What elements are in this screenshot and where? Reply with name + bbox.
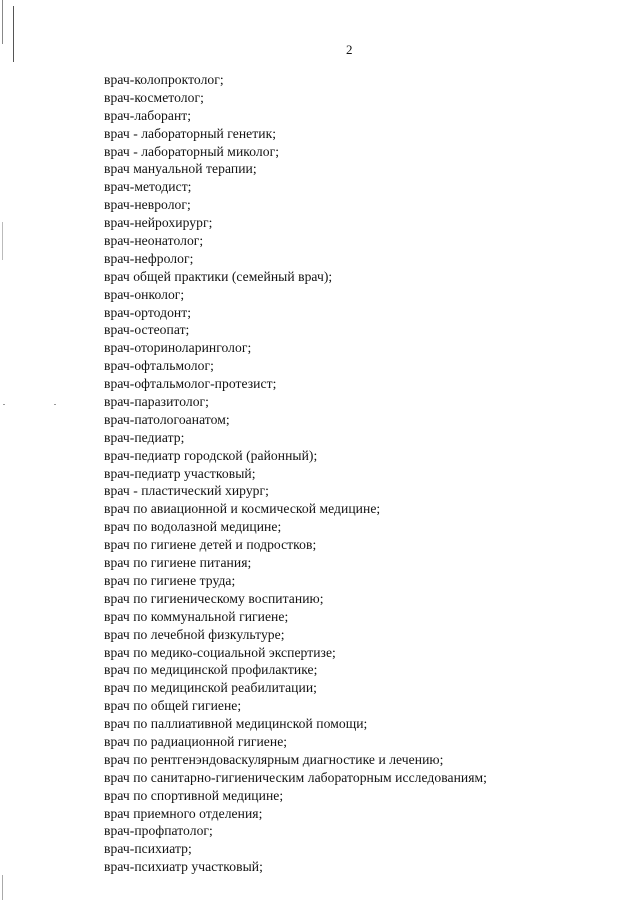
scan-edge-mark bbox=[2, 875, 3, 900]
list-item: врач-методист; bbox=[104, 179, 192, 195]
list-item: врач-онколог; bbox=[104, 286, 185, 302]
scan-edge-mark bbox=[13, 6, 14, 62]
list-item: врач мануальной терапии; bbox=[104, 161, 257, 177]
list-item: врач-паразитолог; bbox=[104, 394, 210, 410]
list-item: врач по водолазной медицине; bbox=[104, 519, 282, 535]
scan-speck bbox=[54, 404, 56, 405]
page-number: 2 bbox=[346, 42, 353, 57]
specialty-list bbox=[104, 71, 487, 876]
list-item: врач по медицинской реабилитации; bbox=[104, 680, 317, 696]
list-item: врач-нефролог; bbox=[104, 250, 194, 266]
scan-speck bbox=[3, 404, 5, 405]
list-item: врач - лабораторный миколог; bbox=[104, 143, 280, 159]
list-item: врач-офтальмолог-протезист; bbox=[104, 376, 277, 392]
list-item: врач приемного отделения; bbox=[104, 805, 263, 821]
list-item: врач-ортодонт; bbox=[104, 304, 192, 320]
list-item: врач-остеопат; bbox=[104, 322, 190, 338]
scan-edge-mark bbox=[2, 0, 3, 44]
list-item: врач - пластический хирург; bbox=[104, 483, 269, 499]
list-item: врач по гигиене труда; bbox=[104, 572, 236, 588]
list-item: врач по авиационной и космической медицине; bbox=[104, 501, 381, 517]
list-item: врач-педиатр городской (районный); bbox=[104, 447, 318, 463]
list-item: врач по радиационной гигиене; bbox=[104, 733, 288, 749]
list-item: врач по санитарно-гигиеническим лабораторным исследованиям; bbox=[104, 769, 488, 785]
list-item: врач-оториноларинголог; bbox=[104, 340, 252, 356]
list-item: врач - лабораторный генетик; bbox=[104, 125, 277, 141]
list-item: врач-невролог; bbox=[104, 197, 191, 213]
list-item: врач по паллиативной медицинской помощи; bbox=[104, 716, 368, 732]
list-item: врач по медицинской профилактике; bbox=[104, 662, 318, 678]
list-item: врач-педиатр; bbox=[104, 429, 185, 445]
list-item: врач-офтальмолог; bbox=[104, 358, 214, 374]
list-item: врач-лаборант; bbox=[104, 107, 192, 123]
list-item: врач по гигиене детей и подростков; bbox=[104, 537, 317, 553]
list-item: врач по гигиене питания; bbox=[104, 555, 252, 571]
list-item: врач-педиатр участковый; bbox=[104, 465, 256, 481]
list-item: врач-профпатолог; bbox=[104, 823, 213, 839]
list-item: врач по рентгенэндоваскулярным диагностике и лечению; bbox=[104, 751, 444, 767]
list-item: врач по общей гигиене; bbox=[104, 698, 242, 714]
list-item: врач по коммунальной гигиене; bbox=[104, 608, 289, 624]
list-item: врач по медико-социальной экспертизе; bbox=[104, 644, 336, 660]
list-item: врач-косметолог; bbox=[104, 89, 204, 105]
scan-edge-mark bbox=[2, 222, 3, 260]
list-item: врач по спортивной медицине; bbox=[104, 787, 284, 803]
list-item: врач по лечебной физкультуре; bbox=[104, 626, 285, 642]
list-item: врач-неонатолог; bbox=[104, 233, 204, 249]
list-item: врач-нейрохирург; bbox=[104, 215, 213, 231]
list-item: врач-психиатр; bbox=[104, 841, 192, 857]
list-item: врач общей практики (семейный врач); bbox=[104, 268, 333, 284]
list-item: врач-психиатр участковый; bbox=[104, 859, 263, 875]
list-item: врач по гигиеническому воспитанию; bbox=[104, 590, 324, 606]
list-item: врач-патологоанатом; bbox=[104, 411, 230, 427]
list-item: врач-колопроктолог; bbox=[104, 72, 224, 87]
